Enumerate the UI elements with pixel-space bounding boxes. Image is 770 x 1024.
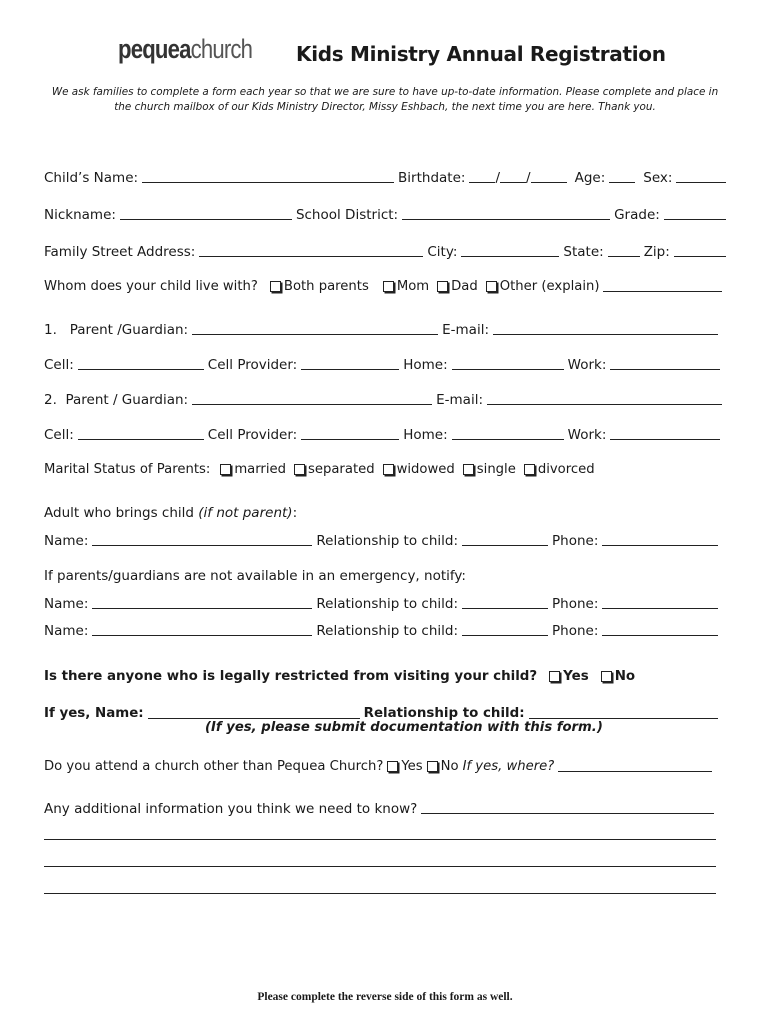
option-label: No (614, 669, 636, 684)
checkbox-widowed[interactable] (383, 464, 394, 475)
checkbox-separated[interactable] (294, 464, 305, 475)
adult-name-field[interactable] (92, 531, 312, 546)
adult-label-italic: (if not parent) (198, 505, 293, 521)
lives-with-both-parents[interactable] (270, 279, 369, 295)
additional-field-1[interactable] (421, 799, 714, 814)
logo (118, 34, 252, 65)
emergency-row-2 (44, 619, 726, 639)
zip-field[interactable] (674, 242, 726, 257)
option-label: married (234, 462, 286, 477)
birth-day-field[interactable] (500, 168, 526, 183)
checkbox-single[interactable] (463, 464, 474, 475)
marital-divorced[interactable] (524, 462, 595, 478)
child-name-row (44, 166, 726, 186)
parent1-label: 1. Parent /Guardian: (44, 322, 189, 338)
emergency1-phone-label: Phone: (552, 596, 599, 612)
emergency1-name-label: Name: (44, 596, 89, 612)
nickname-row (44, 203, 726, 223)
parent2-phone-row (44, 423, 726, 443)
restricted-relationship-label: Relationship to child: (363, 706, 525, 721)
restricted-name-field[interactable] (148, 704, 360, 719)
option-label: Mom (396, 279, 430, 294)
checkbox-married[interactable] (220, 464, 231, 475)
parent1-provider-label: Cell Provider: (207, 357, 298, 373)
church-question: Do you attend a church other than Pequea Church? (44, 759, 384, 774)
restricted-row (44, 665, 726, 685)
church-where-field[interactable] (558, 757, 712, 772)
adult-phone-label: Phone: (552, 533, 599, 549)
parent2-provider-field[interactable] (301, 425, 399, 440)
option-label: No (440, 759, 459, 774)
restricted-name-label: If yes, Name: (44, 706, 144, 721)
lives-with-other[interactable] (486, 279, 600, 295)
birth-sep-1: / (495, 170, 501, 186)
address-label: Family Street Address: (44, 244, 196, 260)
parent1-home-field[interactable] (452, 355, 564, 370)
lives-with-row (44, 275, 726, 295)
grade-field[interactable] (664, 205, 726, 220)
adult-label-end: : (292, 505, 298, 521)
school-label: School District: (295, 207, 399, 223)
adult-row (44, 529, 726, 549)
address-row (44, 240, 726, 260)
church-yes[interactable] (387, 759, 422, 775)
parent1-row (44, 318, 726, 338)
parent1-email-field[interactable] (493, 320, 718, 335)
option-label: Other (explain) (499, 279, 600, 294)
restricted-question: Is there anyone who is legally restricted from visiting your child? (44, 669, 538, 684)
marital-row (44, 458, 726, 478)
emergency1-name-field[interactable] (92, 594, 312, 609)
state-label: State: (563, 244, 604, 260)
option-label: separated (308, 462, 375, 477)
parent1-provider-field[interactable] (301, 355, 399, 370)
emergency1-relationship-label: Relationship to child: (316, 596, 458, 612)
checkbox-divorced[interactable] (524, 464, 535, 475)
option-label: Yes (401, 759, 423, 774)
checkbox-both-parents[interactable] (270, 281, 281, 292)
emergency2-phone-field[interactable] (602, 621, 718, 636)
birthdate-label: Birthdate: (398, 170, 466, 186)
parent1-name-field[interactable] (192, 320, 438, 335)
nickname-field[interactable] (120, 205, 292, 220)
emergency1-phone-field[interactable] (602, 594, 718, 609)
parent2-row (44, 388, 726, 408)
emergency-row-1 (44, 592, 726, 612)
adult-relationship-label: Relationship to child: (316, 533, 458, 549)
marital-separated[interactable] (294, 462, 375, 478)
other-explain-field[interactable] (603, 277, 722, 292)
restricted-note: (If yes, please submit documentation with this form.) (205, 720, 603, 735)
option-label: widowed (396, 462, 455, 477)
checkbox-other[interactable] (486, 281, 497, 292)
parent2-home-field[interactable] (452, 425, 564, 440)
intro-text-line1: We ask families to complete a form each year so that we are sure to have up-to-date information. Please complete and place in (51, 86, 719, 98)
birth-sep-2: / (526, 170, 531, 186)
emergency2-relationship-field[interactable] (462, 621, 548, 636)
emergency-label: If parents/guardians are not available in an emergency, notify: (44, 568, 466, 584)
parent2-work-label: Work: (567, 427, 607, 443)
parent2-provider-label: Cell Provider: (207, 427, 298, 443)
zip-label: Zip: (643, 244, 670, 260)
parent2-email-field[interactable] (487, 390, 722, 405)
parent2-label: 2. Parent / Guardian: (44, 392, 189, 408)
city-field[interactable] (461, 242, 559, 257)
parent1-phone-row (44, 353, 726, 373)
checkbox-mom[interactable] (383, 281, 394, 292)
option-label: Yes (563, 669, 589, 684)
lives-with-dad[interactable] (437, 279, 478, 295)
lives-with-label: Whom does your child live with? (44, 279, 258, 294)
emergency2-relationship-label: Relationship to child: (316, 623, 458, 639)
emergency2-phone-label: Phone: (552, 623, 599, 639)
form-title: Kids Ministry Annual Registration (296, 42, 666, 66)
adult-relationship-field[interactable] (462, 531, 548, 546)
parent2-home-label: Home: (403, 427, 448, 443)
additional-field-4[interactable] (44, 893, 716, 894)
option-label: Both parents (283, 279, 369, 294)
nickname-label: Nickname: (44, 207, 116, 223)
church-row (44, 755, 726, 775)
marital-single[interactable] (463, 462, 516, 478)
parent1-work-field[interactable] (610, 355, 720, 370)
parent1-email-label: E-mail: (442, 322, 489, 338)
birth-month-field[interactable] (469, 168, 495, 183)
emergency2-name-label: Name: (44, 623, 89, 639)
option-label: Dad (451, 279, 478, 294)
school-field[interactable] (402, 205, 610, 220)
parent1-work-label: Work: (567, 357, 607, 373)
adult-phone-field[interactable] (602, 531, 718, 546)
logo-part2: church (190, 34, 253, 64)
footer-note: Please complete the reverse side of this form as well. (257, 991, 513, 1003)
lives-with-mom[interactable] (383, 279, 429, 295)
option-label: single (476, 462, 516, 477)
parent2-name-field[interactable] (192, 390, 432, 405)
city-label: City: (427, 244, 458, 260)
adult-name-label: Name: (44, 533, 89, 549)
additional-question: Any additional information you think we need to know? (44, 801, 418, 817)
birth-year-field[interactable] (531, 168, 567, 183)
emergency1-relationship-field[interactable] (462, 594, 548, 609)
adult-heading-row (44, 501, 726, 521)
additional-field-2[interactable] (44, 839, 716, 840)
child-name-label: Child’s Name: (44, 170, 139, 186)
church-where-label: If yes, where? (462, 759, 555, 774)
address-field[interactable] (199, 242, 423, 257)
state-field[interactable] (608, 242, 640, 257)
emergency2-name-field[interactable] (92, 621, 312, 636)
logo-part1: pequea (118, 34, 191, 64)
age-field[interactable] (609, 168, 635, 183)
checkbox-restricted-yes[interactable] (549, 671, 560, 682)
sex-field[interactable] (676, 168, 726, 183)
checkbox-restricted-no[interactable] (601, 671, 612, 682)
intro-text-line2: the church mailbox of our Kids Ministry Director, Missy Eshbach, the next time you are here. Thank you. (114, 101, 656, 113)
parent2-cell-field[interactable] (78, 425, 204, 440)
child-name-field[interactable] (142, 168, 394, 183)
parent1-cell-field[interactable] (78, 355, 204, 370)
restricted-relationship-field[interactable] (529, 704, 718, 719)
option-label: divorced (537, 462, 595, 477)
sex-label: Sex: (643, 170, 673, 186)
grade-label: Grade: (614, 207, 660, 223)
marital-label: Marital Status of Parents: (44, 462, 211, 477)
checkbox-church-no[interactable] (427, 761, 438, 772)
emergency-heading-row (44, 564, 726, 584)
adult-label: Adult who brings child (44, 505, 199, 521)
parent2-cell-label: Cell: (44, 427, 74, 443)
age-label: Age: (574, 170, 606, 186)
checkbox-dad[interactable] (437, 281, 448, 292)
restricted-name-row (44, 702, 726, 722)
marital-married[interactable] (220, 462, 286, 478)
parent1-home-label: Home: (403, 357, 448, 373)
parent1-cell-label: Cell: (44, 357, 74, 373)
church-no[interactable] (427, 759, 459, 775)
additional-row (44, 797, 726, 817)
additional-field-3[interactable] (44, 866, 716, 867)
parent2-work-field[interactable] (610, 425, 720, 440)
parent2-email-label: E-mail: (436, 392, 483, 408)
checkbox-church-yes[interactable] (387, 761, 398, 772)
restricted-yes[interactable] (549, 669, 589, 685)
restricted-no[interactable] (601, 669, 635, 685)
marital-widowed[interactable] (383, 462, 455, 478)
